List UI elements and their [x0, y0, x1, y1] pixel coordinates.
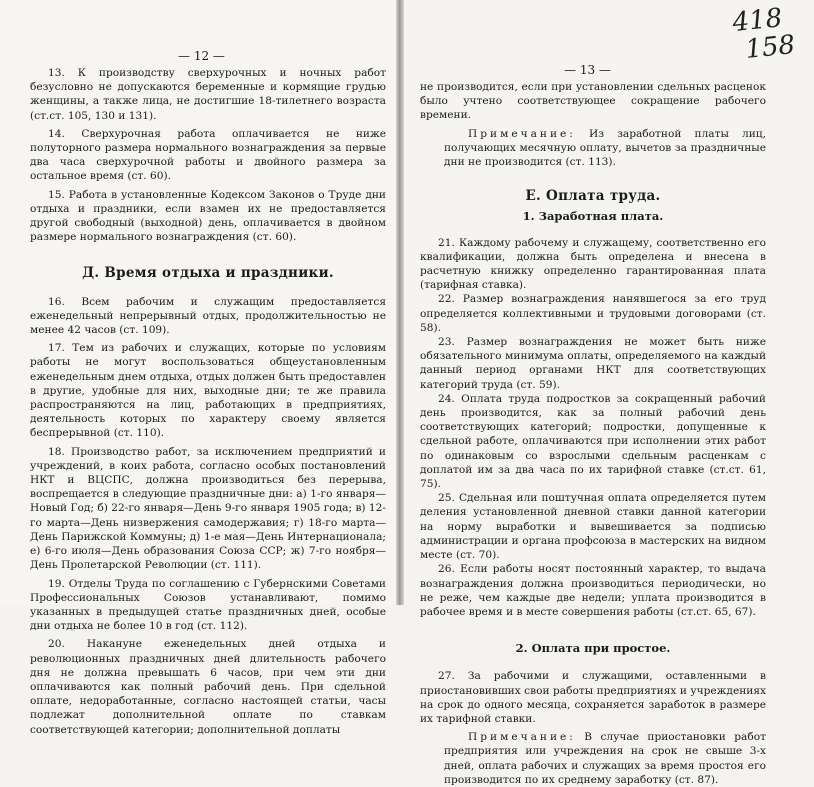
article-13: 13. К производству сверхурочных и ночных работ безусловно не допускаются беременные и кормящие грудью женщины, а также лица, не достигшие 18-тилетнего возраста (ст.ст. 105, 130 и 131).: [30, 67, 386, 122]
section-heading-labor-payment: Е. Оплата труда.: [525, 188, 661, 205]
note-text: Из заработной платы лиц, получающих месячную оплату, вычетов за праздничные дни не производится (ст. 113).: [444, 127, 766, 169]
note-downtime: [444, 730, 766, 787]
article-24: 24. Оплата труда подростков за сокращенный рабочий день производится, как за полный рабочий день соответствующих категорий; подростки, допущенные к сдельной работе, оплачиваются при исполнении этих работ по одинаковым со взрослыми сдельным расценкам с доплатой им за два часа по их тарифной ставке (ст.ст. 61, 75).: [420, 392, 766, 491]
article-15: 15. Работа в установленные Кодексом Законов о Труде дни отдыха и праздники, если взамен их не предоставляется другой свободный (выходной) день, оплачивается в двойном размере нормального вознаграждения (ст. 60).: [30, 188, 386, 244]
note-text: В случае приостановки работ предприятия или учреждения на срок не свыше 3-х дней, оплата рабочих и служащих за время простоя его производится по их среднему заработку (ст. 87).: [444, 731, 766, 786]
section-heading-rest-and-holidays: Д. Время отдыха и праздники.: [82, 265, 334, 282]
article-21: 21. Каждому рабочему и служащему, соответственно его квалификации, должна быть определена и внесена в расчетную книжку определенно гарантированная плата (тарифная ставка).: [420, 236, 766, 292]
note-holidays: [444, 127, 766, 170]
article-19: 19. Отделы Труда по соглашению с Губернскими Советами Профессиональных Союзов устанавливают, помимо указанных в предыдущей статье праздничных дней, особые дни отдыха не более 10 в год (ст. 112).: [30, 577, 386, 633]
article-27: 27. За рабочими и служащими, оставленными в приостановивших свои работы предприятиях и учреждениях на срок до одного месяца, сохраняется заработок в размере их тарифной ставки.: [420, 670, 766, 725]
note-label: Примечание:: [468, 127, 576, 140]
article-20: 20. Накануне еженедельных дней отдыха и революционных праздничных дней длительность рабочего дня не должна превышать 6 часов, при чем эти дни оплачиваются как полный рабочий день. При сдельной оплате, недоработанные, согласно настоящей статьи, часы подлежат дополнительной оплате по ставкам соответствующей категории; дополнительной доплаты: [30, 638, 386, 736]
article-25: 25. Сдельная или поштучная оплата определяется путем деления установленной дневной ставки данной категории на норму выработки и вывешивается за подписью администрации и органа профсоюза в мастерских на видном месте (ст. 70).: [420, 492, 766, 562]
handwritten-line-2: 158: [744, 29, 797, 65]
article-16: 16. Всем рабочим и служащим предоставляется еженедельный непрерывный отдых, продолжительностью не менее 42 часов (ст. 109).: [30, 295, 386, 337]
book-gutter: [396, 0, 404, 605]
note-label: Примечание:: [468, 731, 576, 744]
article-18: 18. Производство работ, за исключением предприятий и учреждений, в коих работа, согласно особых постановлений НКТ и ВЦСПС, должна производиться без перерыва, воспрещается в следующие праздничные дни: а) 1-го января—Новый Год; б) 22-го января—День 9-го января 1905 года; в) 12-го марта—День низвержения самодержавия; г) 18-го марта—День Парижской Коммуны; д) 1-е мая—День Интернационала; е) 6-го июля—День образования Союза ССР; ж) 7-го ноября—День Пролетарской Революции (ст. 111).: [30, 445, 386, 572]
article-26: 26. Если работы носят постоянный характер, то выдача вознаграждения должна производиться периодически, но не реже, чем каждые две недели; уплата производится в рабочее время и в месте совершения работы (ст.ст. 65, 67).: [420, 563, 766, 618]
article-23: 23. Размер вознаграждения не может быть ниже обязательного минимума оплаты, определяемого на каждый данный период органами НКТ для соответствующих категорий труда (ст. 59).: [420, 336, 766, 391]
page-number: — 13 —: [564, 63, 611, 77]
article-20-continuation: не производится, если при установлении сдельных расценок было учтено соответствующее сокращение рабочего времени.: [420, 81, 766, 122]
page-number: — 12 —: [178, 49, 225, 63]
right-page-text: [420, 80, 766, 787]
left-page: [0, 0, 398, 736]
article-14: 14. Сверхурочная работа оплачивается не ниже полуторного размера нормального вознаграждения за первые два часа сверхурочной работы и двойного размера за остальное время (ст. 60).: [30, 127, 386, 183]
article-22: 22. Размер вознаграждения нанявшегося за его труд определяется коллективными и трудовыми договорами (ст. 58).: [420, 293, 766, 334]
right-page: [404, 0, 814, 786]
subsection-heading-wages: 1. Заработная плата.: [522, 209, 664, 224]
article-17: 17. Тем из рабочих и служащих, которые по условиям работы не могут воспользоваться общеустановленным еженедельным днем отдыха, отдых должен быть предоставлен в другие, удобные для них, выходные дни; те же правила распространяются на лиц, работающих в предприятиях, деятельность которых по характеру своему является беспрерывной (ст. 110).: [30, 342, 386, 440]
handwritten-archive-number: [731, 3, 796, 65]
handwritten-line-1: 418: [731, 3, 784, 39]
left-page-text: [30, 66, 386, 737]
subsection-heading-downtime-pay: 2. Оплата при простое.: [515, 641, 671, 656]
